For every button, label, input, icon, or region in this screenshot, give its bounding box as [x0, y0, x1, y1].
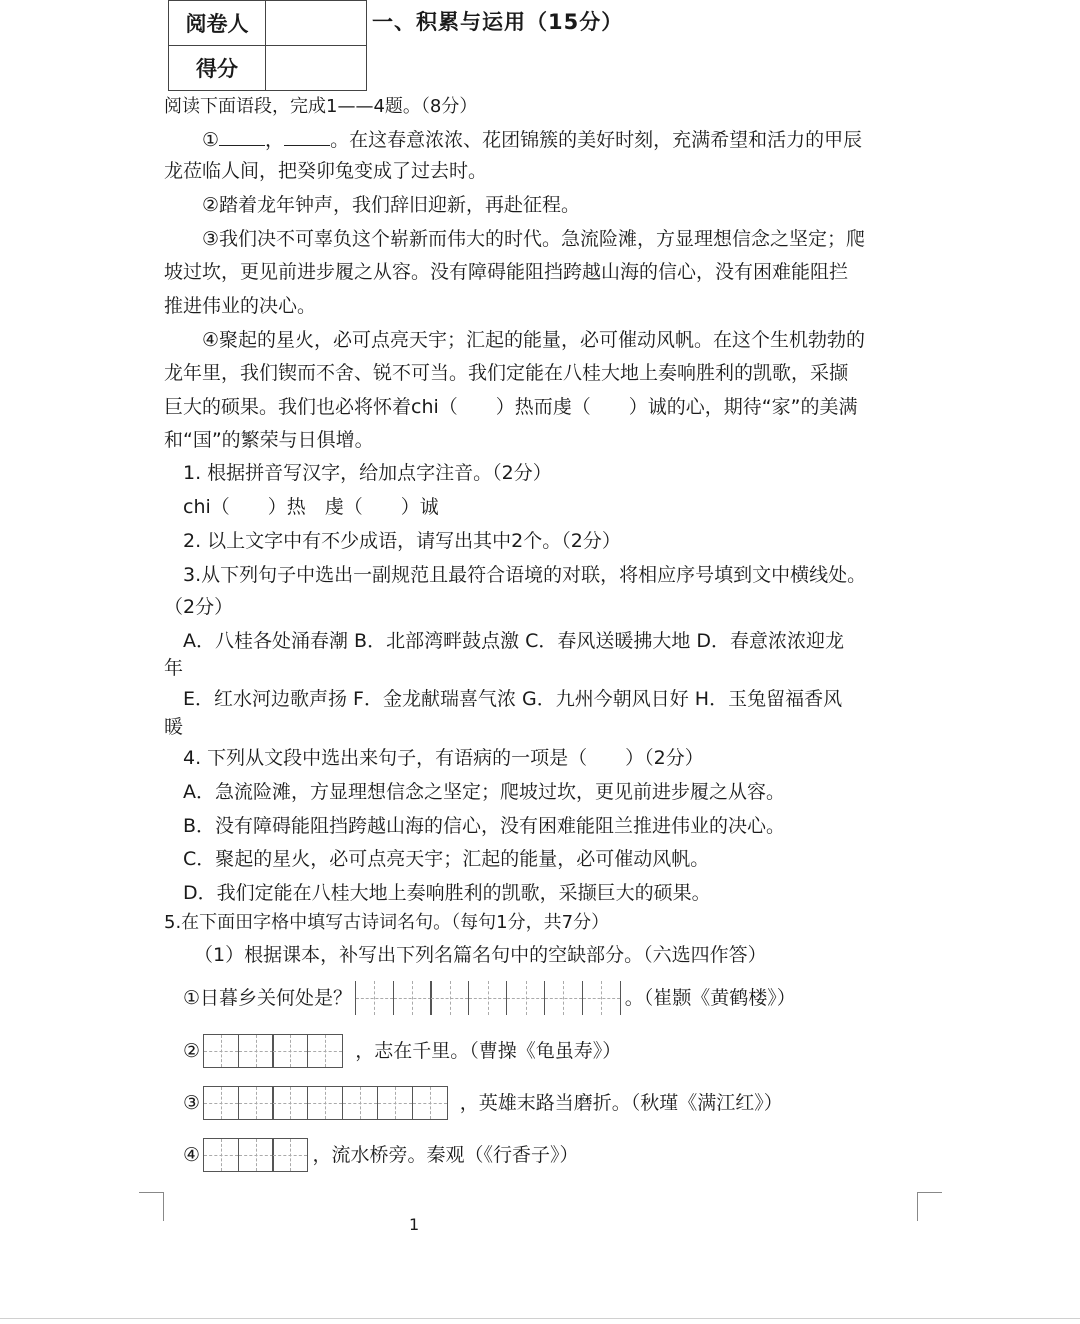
para-4-line-2: 龙年里，我们锲而不舍、锐不可当。我们定能在八桂大地上奏响胜利的凯歌，采撷: [164, 362, 849, 384]
para-4-line-1: ④聚起的星火，必可点亮天宇；汇起的能量，必可催动风帆。在这个生机勃勃的: [202, 329, 866, 351]
para-4-line-4: 和“国”的繁荣与日俱增。: [164, 429, 374, 451]
question-3-options-1: A．八桂各处涌春潮 B．北部湾畔鼓点激 C．春风送暖拂大地 D．春意浓浓迎龙: [183, 630, 845, 652]
grid-cell[interactable]: [544, 981, 583, 1015]
para-1-marker: ①: [202, 129, 220, 151]
poem-row-2: [183, 1031, 621, 1071]
para-4-line-3: 巨大的硕果。我们也必将怀着chi（ ）热而虔（ ）诚的心，期待“家”的美满: [164, 396, 858, 418]
grid-cell[interactable]: [238, 1086, 274, 1120]
grid-cell[interactable]: [393, 981, 432, 1015]
page-bottom-divider: [0, 1318, 1080, 1319]
grid-cell[interactable]: [272, 1138, 308, 1172]
question-5: 5.在下面田字格中填写古诗词名句。（每句1分，共7分）: [164, 912, 610, 933]
poem-4-suffix: ，流水桥旁。秦观（《行香子》）: [312, 1143, 579, 1166]
page-corner-mark-right: [917, 1192, 942, 1221]
grid-cell[interactable]: [203, 1138, 239, 1172]
grid-cell[interactable]: [238, 1138, 274, 1172]
poem-row-1: [183, 978, 796, 1018]
grader-table: [168, 0, 367, 91]
grid-cell[interactable]: [355, 981, 394, 1015]
poem-row-4: [183, 1135, 579, 1175]
poem-1-suffix: 。（崔颢《黄鹤楼》）: [624, 986, 796, 1009]
grid-cell[interactable]: [307, 1034, 343, 1068]
question-4-option-d: D．我们定能在八桂大地上奏响胜利的凯歌，采撷巨大的硕果。: [183, 882, 711, 904]
grid-cell[interactable]: [203, 1086, 239, 1120]
score-field[interactable]: [266, 46, 367, 91]
para-1-text: 。在这春意浓浓、花团锦簇的美好时刻，充满希望和活力的甲辰: [330, 129, 863, 151]
question-1: 1. 根据拼音写汉字，给加点字注音。（2分）: [183, 462, 552, 484]
poem-1-prefix: ①日暮乡关何处是？: [183, 986, 353, 1009]
grid-cell[interactable]: [272, 1086, 308, 1120]
score-label: 得分: [169, 46, 266, 91]
para-1-line: [202, 129, 862, 150]
grid-cell[interactable]: [430, 981, 469, 1015]
question-3-score: （2分）: [164, 596, 234, 618]
poem-4-grid[interactable]: [204, 1138, 308, 1172]
grid-cell[interactable]: [307, 1086, 343, 1120]
reviewer-label: 阅卷人: [169, 1, 266, 46]
section-title: 一、积累与运用（15分）: [372, 10, 624, 34]
page-number: 1: [409, 1215, 420, 1234]
grid-cell[interactable]: [203, 1034, 239, 1068]
page-corner-mark-left: [139, 1192, 164, 1221]
question-4-option-b: B．没有障碍能阻挡跨越山海的信心，没有困难能阻兰推进伟业的决心。: [183, 815, 786, 837]
poem-3-suffix: ，英雄末路当磨折。（秋瑾《满江红》）: [459, 1091, 783, 1114]
grid-cell[interactable]: [506, 981, 545, 1015]
grid-cell[interactable]: [272, 1034, 308, 1068]
question-2: 2. 以上文字中有不少成语，请写出其中2个。（2分）: [183, 530, 621, 552]
para-3-line-2: 坡过坎，更见前进步履之从容。没有障碍能阻挡跨越山海的信心，没有困难能阻拦: [164, 261, 849, 283]
para-2: ②踏着龙年钟声，我们辞旧迎新，再赴征程。: [202, 194, 581, 216]
question-4-option-c: C．聚起的星火，必可点亮天宇；汇起的能量，必可催动风帆。: [183, 848, 710, 870]
para-1-cont: 龙莅临人间，把癸卯兔变成了过去时。: [164, 160, 488, 182]
grid-cell[interactable]: [412, 1086, 448, 1120]
question-3-options-2-cont: 暖: [164, 716, 184, 738]
grid-cell[interactable]: [582, 981, 621, 1015]
poem-4-prefix: ④: [183, 1143, 201, 1166]
reviewer-field[interactable]: [266, 1, 367, 46]
question-3-options-2: E．红水河边歌声扬 F．金龙献瑞喜气浓 G．九州今朝风日好 H．玉兔留福香风: [183, 688, 843, 710]
poem-2-grid[interactable]: [204, 1034, 343, 1068]
poem-2-prefix: ②: [183, 1039, 201, 1062]
grid-cell[interactable]: [238, 1034, 274, 1068]
poem-1-grid[interactable]: [356, 981, 621, 1015]
question-4-option-a: A．急流险滩，方显理想信念之坚定；爬坡过坎，更见前进步履之从容。: [183, 781, 785, 803]
question-4: 4. 下列从文段中选出来句子，有语病的一项是（ ）（2分）: [183, 747, 704, 769]
question-3: 3.从下列句子中选出一副规范且最符合语境的对联，将相应序号填到文中横线处。: [183, 564, 867, 586]
para-1-comma: ，: [265, 129, 285, 151]
poem-2-suffix: ，志在千里。（曹操《龟虽寿》）: [355, 1039, 622, 1062]
poem-3-grid[interactable]: [204, 1086, 448, 1120]
para-3-line-1: ③我们决不可辜负这个崭新而伟大的时代。急流险滩，方显理想信念之坚定；爬: [202, 228, 866, 250]
grid-cell[interactable]: [342, 1086, 378, 1120]
reading-intro: 阅读下面语段，完成1——4题。（8分）: [164, 96, 478, 117]
question-5-sub-1: （1）根据课本，补写出下列名篇名句中的空缺部分。（六选四作答）: [194, 944, 767, 966]
para-3-line-3: 推进伟业的决心。: [164, 295, 317, 317]
poem-row-3: [183, 1083, 783, 1123]
blank-2[interactable]: [284, 129, 330, 146]
poem-3-prefix: ③: [183, 1091, 201, 1114]
grid-cell[interactable]: [468, 981, 507, 1015]
question-3-options-1-cont: 年: [164, 657, 184, 679]
blank-1[interactable]: [219, 129, 265, 146]
grid-cell[interactable]: [377, 1086, 413, 1120]
question-1-answer[interactable]: chi（ ）热 虔（ ）诚: [183, 496, 439, 518]
